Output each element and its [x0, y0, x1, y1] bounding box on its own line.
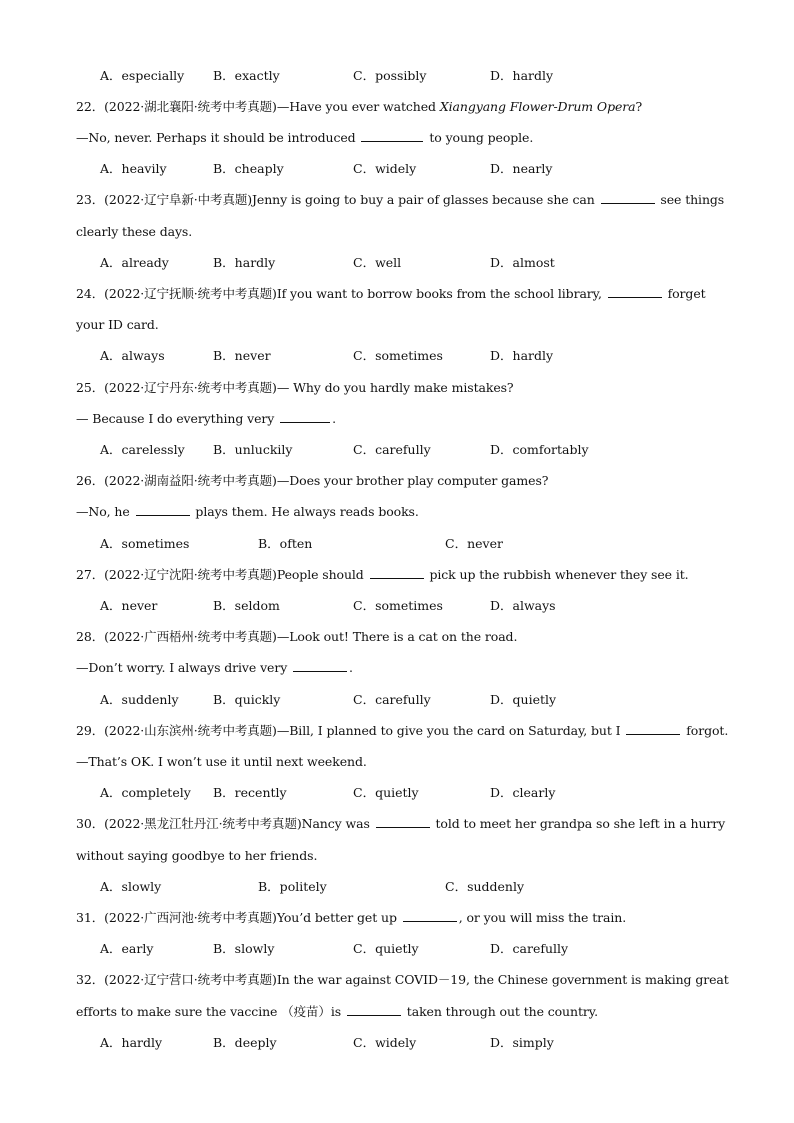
q21-option-c: C．possibly: [353, 68, 427, 83]
q25-response: — Because I do everything very .: [76, 411, 336, 426]
q29-option-a: A．completely: [100, 785, 191, 800]
q28-option-a: A．suddenly: [100, 692, 179, 707]
q24-option-b: B．never: [213, 348, 271, 363]
q26-stem: 26．(2022·湖南益阳·统考中考真题)—Does your brother play computer games?: [76, 473, 549, 488]
q25-option-d: D．comfortably: [490, 442, 589, 457]
q24-stem-cont: your ID card.: [76, 317, 159, 332]
q21-option-a: A．especially: [100, 68, 185, 83]
q31-stem: 31．(2022·广西河池·统考中考真题)You’d better get up , or you will miss the train.: [76, 910, 627, 925]
answer-blank[interactable]: [136, 504, 190, 516]
q23-option-d: D．almost: [490, 255, 555, 270]
q30-option-a: A．slowly: [100, 879, 162, 894]
q22-opera-title: Xiangyang Flower-Drum Opera: [439, 99, 636, 114]
q22-option-d: D．nearly: [490, 161, 553, 176]
answer-blank[interactable]: [280, 411, 330, 423]
q24-option-a: A．always: [100, 348, 165, 363]
q31-option-a: A．early: [100, 941, 154, 956]
q30-stem-cont: without saying goodbye to her friends.: [76, 848, 318, 863]
q31-option-d: D．carefully: [490, 941, 569, 956]
q24-option-d: D．hardly: [490, 348, 554, 363]
q29-option-d: D．clearly: [490, 785, 556, 800]
q29-option-b: B．recently: [213, 785, 287, 800]
q27-option-d: D．always: [490, 598, 556, 613]
q32-option-b: B．deeply: [213, 1035, 277, 1050]
q29-option-c: C．quietly: [353, 785, 419, 800]
q28-stem: 28．(2022·广西梧州·统考中考真题)—Look out! There is a cat on the road.: [76, 629, 518, 644]
answer-blank[interactable]: [608, 286, 662, 298]
q32-stem: 32．(2022·辽宁营口·统考中考真题)In the war against COVID－19, the Chinese government is making great: [76, 972, 729, 987]
answer-blank[interactable]: [601, 192, 655, 204]
q31-option-c: C．quietly: [353, 941, 419, 956]
q24-option-c: C．sometimes: [353, 348, 443, 363]
q30-stem: 30．(2022·黑龙江牡丹江·统考中考真题)Nancy was told to meet her grandpa so she left in a hurry: [76, 816, 726, 831]
q22-option-a: A．heavily: [100, 161, 167, 176]
q27-option-b: B．seldom: [213, 598, 280, 613]
q29-stem: 29．(2022·山东滨州·统考中考真题)—Bill, I planned to give you the card on Saturday, but I forgot.: [76, 723, 729, 738]
q22-option-b: B．cheaply: [213, 161, 284, 176]
q23-stem-cont: clearly these days.: [76, 224, 193, 239]
q25-stem: 25．(2022·辽宁丹东·统考中考真题)— Why do you hardly make mistakes?: [76, 380, 514, 395]
q25-option-b: B．unluckily: [213, 442, 293, 457]
q26-option-b: B．often: [258, 536, 313, 551]
q26-option-c: C．never: [445, 536, 503, 551]
q21-option-b: B．exactly: [213, 68, 280, 83]
q32-stem-cont: efforts to make sure the vaccine （疫苗）is taken through out the country.: [76, 1004, 598, 1019]
q27-stem: 27．(2022·辽宁沈阳·统考中考真题)People should pick up the rubbish whenever they see it.: [76, 567, 689, 582]
q32-option-d: D．simply: [490, 1035, 554, 1050]
q29-response: —That’s OK. I won’t use it until next weekend.: [76, 754, 367, 769]
q30-option-c: C．suddenly: [445, 879, 525, 894]
q31-option-b: B．slowly: [213, 941, 275, 956]
answer-blank[interactable]: [361, 130, 423, 142]
q32-option-a: A．hardly: [100, 1035, 163, 1050]
q23-option-c: C．well: [353, 255, 402, 270]
answer-blank[interactable]: [347, 1004, 401, 1016]
q28-option-c: C．carefully: [353, 692, 431, 707]
q28-option-b: B．quickly: [213, 692, 281, 707]
q32-option-c: C．widely: [353, 1035, 417, 1050]
answer-blank[interactable]: [376, 816, 430, 828]
answer-blank[interactable]: [626, 723, 680, 735]
q22-option-c: C．widely: [353, 161, 417, 176]
answer-blank[interactable]: [293, 660, 347, 672]
q26-option-a: A．sometimes: [100, 536, 190, 551]
q28-response: —Don’t worry. I always drive very .: [76, 660, 353, 675]
answer-blank[interactable]: [403, 910, 457, 922]
q25-option-c: C．carefully: [353, 442, 431, 457]
q26-response: —No, he plays them. He always reads books.: [76, 504, 419, 519]
q22-response: —No, never. Perhaps it should be introduced to young people.: [76, 130, 534, 145]
q22-stem: 22．(2022·湖北襄阳·统考中考真题)—Have you ever watched Xiangyang Flower-Drum Opera?: [76, 99, 643, 114]
q23-option-a: A．already: [100, 255, 169, 270]
answer-blank[interactable]: [370, 567, 424, 579]
q21-option-d: D．hardly: [490, 68, 554, 83]
q27-option-a: A．never: [100, 598, 158, 613]
q27-option-c: C．sometimes: [353, 598, 443, 613]
q28-option-d: D．quietly: [490, 692, 557, 707]
q25-option-a: A．carelessly: [100, 442, 185, 457]
q23-stem: 23．(2022·辽宁阜新·中考真题)Jenny is going to buy a pair of glasses because she can see things: [76, 192, 725, 207]
q30-option-b: B．politely: [258, 879, 327, 894]
q23-option-b: B．hardly: [213, 255, 276, 270]
q24-stem: 24．(2022·辽宁抚顺·统考中考真题)If you want to borrow books from the school library, forget: [76, 286, 706, 301]
